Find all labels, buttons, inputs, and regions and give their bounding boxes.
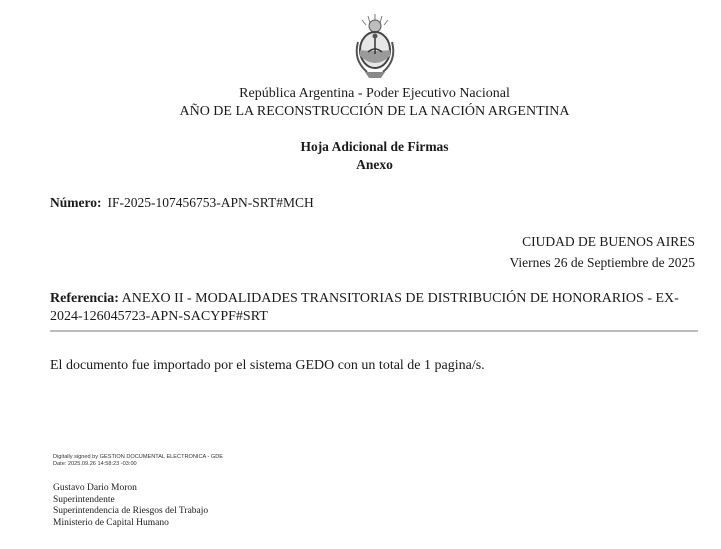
date: Viernes 26 de Septiembre de 2025: [509, 255, 695, 270]
digital-signature-stamp: [53, 454, 223, 468]
numero-label: Número:: [50, 195, 102, 210]
referencia-label: Referencia:: [50, 291, 119, 306]
signer-ministry: Ministerio de Capital Humano: [53, 517, 169, 528]
divider: [50, 330, 698, 332]
referencia-row: [50, 290, 690, 326]
digital-signature-line-1: Digitally signed by GESTION DOCUMENTAL ELECTRONICA - GDE: [53, 454, 224, 460]
numero-row: [50, 195, 314, 211]
document-title: Hoja Adicional de Firmas: [300, 139, 449, 154]
body-text: El documento fue importado por el sistema GEDO con un total de 1 pagina/s.: [50, 358, 485, 373]
header-line-1: República Argentina - Poder Ejecutivo Nacional: [239, 86, 510, 101]
signer-block: [53, 483, 208, 529]
coat-of-arms-icon: [349, 12, 401, 82]
numero-value: IF-2025-107456753-APN-SRT#MCH: [107, 195, 314, 210]
city: CIUDAD DE BUENOS AIRES: [522, 234, 695, 249]
document-subtitle: Anexo: [356, 157, 393, 172]
referencia-value: ANEXO II - MODALIDADES TRANSITORIAS DE DISTRIBUCIÓN DE HONORARIOS - EX-2024-126045723-APN-SACYPF#SRT: [50, 291, 679, 324]
signer-name: Gustavo Dario Moron: [53, 483, 137, 493]
header-line-2: AÑO DE LA RECONSTRUCCIÓN DE LA NACIÓN ARGENTINA: [179, 104, 570, 119]
signer-org: Superintendencia de Riesgos del Trabajo: [53, 506, 209, 517]
signer-role: Superintendente: [53, 494, 115, 505]
digital-signature-line-2: Date: 2025.09.26 14:58:23 -03:00: [53, 461, 137, 467]
